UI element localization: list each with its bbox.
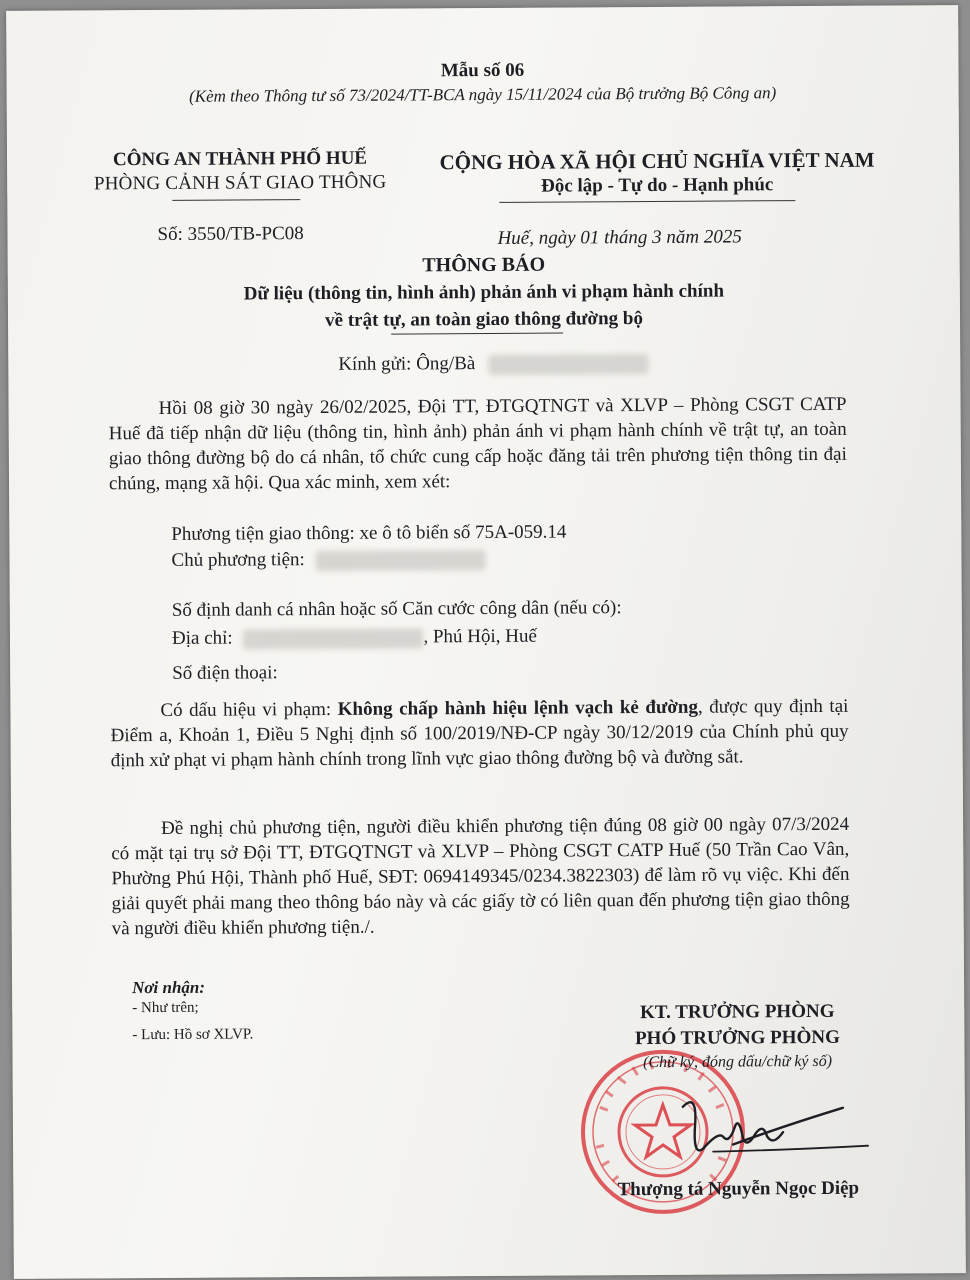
motto-underline: [499, 200, 795, 203]
paragraph-violation: [110, 694, 848, 774]
handwritten-signature: [643, 1086, 874, 1177]
document-number: Số: 3550/TB-PC08: [157, 223, 304, 245]
recipient-item: - Như trên;: [132, 999, 199, 1017]
document-subtitle-line1: Dữ liệu (thông tin, hình ảnh) phản ánh vi phạm hành chính: [243, 280, 725, 305]
redacted-owner: [315, 550, 485, 571]
field-id-number: Số định danh cá nhân hoặc số Căn cước công dân (nếu có):: [171, 597, 622, 621]
national-motto: Độc lập - Tự do - Hạnh phúc: [541, 174, 774, 197]
signature-note: (Chữ ký, đóng dấu/chữ ký số): [643, 1052, 833, 1072]
place-date: Huế, ngày 01 tháng 3 năm 2025: [497, 226, 742, 249]
violation-prefix: Có dấu hiệu vi phạm:: [160, 698, 338, 721]
form-number: Mẫu số 06: [440, 59, 525, 82]
paragraph-incident: Hồi 08 giờ 30 ngày 26/02/2025, Đội TT, ĐTGQTNGT và XLVP – Phòng CSGT CATP Huế đã tiếp nhận dữ liệu (thông tin, hình ảnh) phản ánh vi phạm hành chính về trật tự, an toàn giao thông đường bộ do cá nhân, tổ chức cung cấp hoặc đăng tải trên phương tiện thông tin đại chúng, mạng xã hội. Qua xác minh, xem xét:: [108, 393, 847, 495]
redacted-name: [488, 354, 648, 375]
agency-parent: CÔNG AN THÀNH PHỐ HUẾ: [112, 147, 368, 171]
violation-detail: , được quy định tại Điểm a, Khoản 1, Điều 5 Nghị định số 100/2019/NĐ-CP ngày 30/12/2019 của Chính phủ quy định xử phạt vi phạm hành chính trong lĩnh vực giao thông đường bộ và đường sắt.: [110, 695, 849, 772]
redacted-address: [243, 628, 423, 649]
address-label: Địa chỉ:: [171, 627, 233, 649]
signer-name: Thượng tá Nguyễn Ngọc Diệp: [617, 1177, 860, 1201]
document-title: THÔNG BÁO: [422, 253, 546, 277]
subtitle-underline: [391, 333, 563, 335]
signature-position: PHÓ TRƯỞNG PHÒNG: [634, 1026, 840, 1050]
recipients-label: Nơi nhận:: [132, 977, 206, 998]
document-page: [6, 5, 966, 1279]
field-address: [172, 624, 537, 651]
agency-underline: [172, 199, 300, 201]
violation-name: Không chấp hành hiệu lệnh vạch kẻ đường: [337, 696, 698, 720]
field-owner: [171, 546, 485, 573]
paragraph-request: Đề nghị chủ phương tiện, người điều khiển phương tiện đúng 08 giờ 00 ngày 07/3/2024 có mặt tại trụ sở Đội TT, ĐTGQTNGT và XLVP – Phòng CSGT CATP Huế (50 Trần Cao Vân, Phường Phú Hội, Thành phố Huế, SĐT: 0694149345/0234.3822303) để làm rõ vụ việc. Khi đến giải quyết phải mang theo thông báo này và các giấy tờ có liên quan đến phương tiện giao thông và người điều khiển phương tiện./.: [111, 813, 850, 940]
signature-authority: KT. TRƯỞNG PHÒNG: [639, 1000, 835, 1024]
attachment-note: (Kèm theo Thông tư số 73/2024/TT-BCA ngày 15/11/2024 của Bộ trưởng Bộ Công an): [188, 83, 777, 106]
field-vehicle: Phương tiện giao thông: xe ô tô biển số 75A-059.14: [171, 521, 567, 545]
address-suffix: , Phú Hội, Huế: [423, 625, 537, 648]
field-phone: Số điện thoại:: [172, 662, 278, 684]
document-subtitle-line2: về trật tự, an toàn giao thông đường bộ: [325, 308, 643, 331]
salutation-text: Kính gửi: Ông/Bà: [338, 353, 476, 375]
salutation: [338, 350, 648, 377]
owner-label: Chủ phương tiện:: [171, 549, 305, 571]
national-title: CỘNG HÒA XÃ HỘI CHỦ NGHĨA VIỆT NAM: [439, 147, 875, 175]
recipient-item: - Lưu: Hồ sơ XLVP.: [132, 1026, 254, 1044]
agency-name: PHÒNG CẢNH SÁT GIAO THÔNG: [93, 171, 387, 195]
